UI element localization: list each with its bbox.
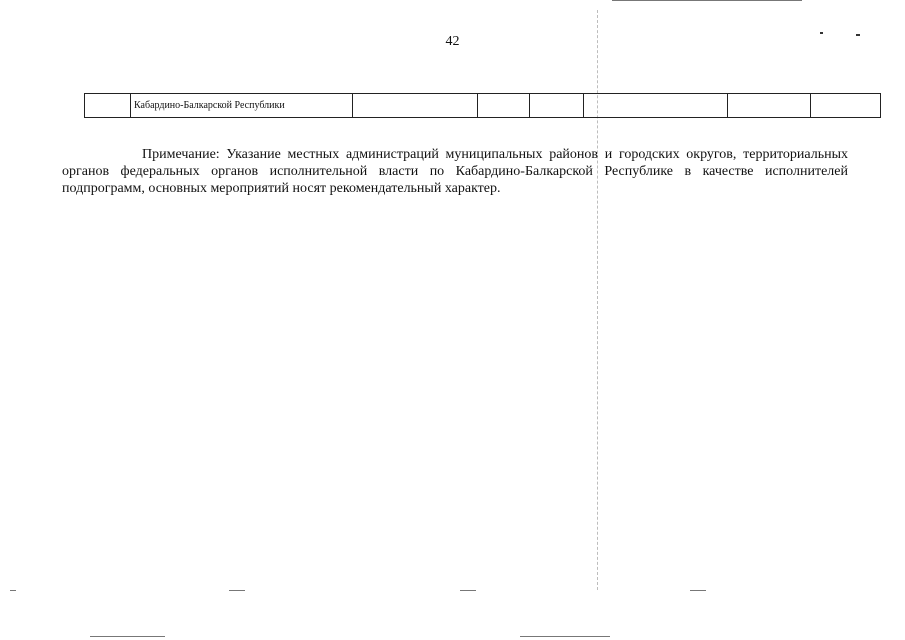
scan-mark bbox=[612, 0, 802, 1]
page-number: 42 bbox=[445, 34, 460, 49]
scan-mark bbox=[10, 590, 16, 591]
table-cell bbox=[584, 94, 728, 118]
scan-mark bbox=[460, 590, 476, 591]
table-row bbox=[85, 94, 881, 118]
table-cell bbox=[353, 94, 478, 118]
table-cell bbox=[728, 94, 811, 118]
note-paragraph bbox=[62, 146, 848, 197]
scan-mark bbox=[690, 590, 706, 591]
table-cell bbox=[530, 94, 584, 118]
table-cell bbox=[478, 94, 530, 118]
table-cell-executor: Кабардино-Балкарской Республики bbox=[131, 94, 353, 118]
table-cell bbox=[811, 94, 881, 118]
scan-mark bbox=[90, 636, 165, 637]
note-label: Примечание: bbox=[142, 147, 220, 162]
note-text: Указание местных администраций муниципальных районов и городских округов, территориальных органов федеральных органов исполнительной власти по Кабардино-Балкарской Республике в качестве исполнителей подпрограмм, основных мероприятий носят рекомендательный характер. bbox=[62, 147, 848, 196]
scan-mark bbox=[520, 636, 610, 637]
scan-mark bbox=[229, 590, 245, 591]
table-continuation bbox=[84, 93, 881, 118]
table-cell bbox=[85, 94, 131, 118]
